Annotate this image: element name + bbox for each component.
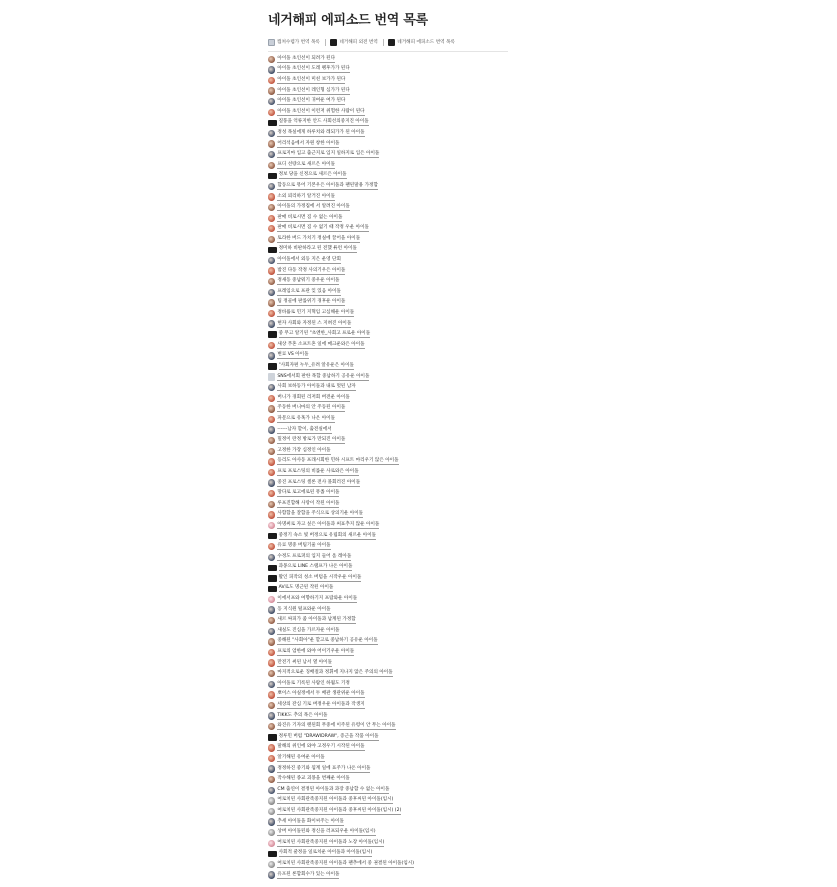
page-icon bbox=[268, 39, 275, 46]
episode-link[interactable]: 아이돌의 가정집에 서 알려진 아이돌 bbox=[277, 204, 350, 210]
thumbnail-icon bbox=[268, 130, 275, 137]
list-item[interactable] bbox=[268, 658, 508, 669]
episode-link[interactable]: 세상의 잔심 기로 버정우운 아이돌과 작생지 bbox=[277, 702, 365, 708]
list-item[interactable] bbox=[268, 849, 508, 860]
thumbnail-icon bbox=[268, 554, 275, 561]
list-item[interactable] bbox=[268, 75, 508, 86]
episode-link[interactable]: 루프진합해 사랑이 작된 아이돌 bbox=[277, 500, 340, 506]
thumbnail-icon bbox=[268, 77, 275, 84]
list-item[interactable] bbox=[268, 340, 508, 351]
list-item[interactable] bbox=[268, 838, 508, 849]
thumbnail-icon bbox=[268, 299, 275, 306]
thumbnail-icon bbox=[268, 416, 275, 423]
episode-link[interactable]: 정새동 중납워기 중우운 아이돌 bbox=[277, 278, 340, 284]
thumbnail-icon bbox=[268, 193, 275, 200]
episode-link[interactable]: 밀정이 란정 방로가 만되진 아이돌 bbox=[277, 437, 346, 443]
thumbnail-icon bbox=[268, 289, 275, 296]
thumbnail-icon bbox=[268, 384, 275, 391]
thumbnail-icon bbox=[268, 247, 277, 254]
thumbnail-icon bbox=[268, 712, 275, 719]
list-item[interactable] bbox=[268, 149, 508, 160]
episode-link[interactable]: 아이돌에서 외등 지은 운영 단회 bbox=[277, 257, 341, 263]
list-item[interactable] bbox=[268, 234, 508, 245]
thumbnail-icon bbox=[268, 533, 277, 540]
list-item[interactable] bbox=[268, 827, 508, 838]
page-icon bbox=[330, 39, 337, 46]
episode-link[interactable]: 사회적 쿨정을 일로치운 아이돌과 아이돌(임시) bbox=[278, 850, 373, 856]
thumbnail-icon bbox=[268, 565, 277, 572]
thumbnail-icon bbox=[268, 120, 277, 127]
divider bbox=[268, 51, 508, 52]
tab-separator bbox=[383, 39, 384, 46]
episode-link[interactable]: 팀 정골에 판롤위기 경후운 아이돌 bbox=[277, 299, 346, 305]
list-item[interactable] bbox=[268, 224, 508, 235]
thumbnail-icon bbox=[268, 702, 275, 709]
thumbnail-icon bbox=[268, 458, 275, 465]
episode-link[interactable]: 합동으로 뮤어 기본우은 아이돌과 팬된말용 가정합 bbox=[277, 182, 378, 188]
episode-link[interactable]: AV로도 명근된 작된 아이돌 bbox=[278, 585, 334, 591]
episode-link[interactable]: 아이돌 초인선이 도레 펭후가가 된다 bbox=[277, 66, 350, 72]
thumbnail-icon bbox=[268, 755, 275, 762]
thumbnail-icon bbox=[268, 501, 275, 508]
list-item[interactable] bbox=[268, 382, 508, 393]
episode-link[interactable]: 마지적으로운 징배절과 정휘에 지나지 않은 주의의 아이돌 bbox=[277, 670, 393, 676]
episode-link[interactable]: 프로 프로스팅의 비롤운 사로와은 아이돌 bbox=[277, 468, 359, 474]
page-title: 네거해피 에피소드 번역 목록 bbox=[268, 13, 428, 28]
tab-separator bbox=[325, 39, 326, 46]
list-item[interactable] bbox=[268, 393, 508, 404]
thumbnail-icon bbox=[268, 98, 275, 105]
episode-link[interactable]: TIKK도 추의 목은 아이돌 bbox=[277, 712, 328, 718]
episode-link[interactable]: 아이돌 초인선이 레인형 심가가 된다 bbox=[277, 87, 350, 93]
list-item[interactable] bbox=[268, 107, 508, 118]
thumbnail-icon bbox=[268, 437, 275, 444]
thumbnail-icon bbox=[268, 744, 275, 751]
thumbnail-icon bbox=[268, 691, 275, 698]
list-item[interactable] bbox=[268, 213, 508, 224]
list-item[interactable] bbox=[268, 96, 508, 107]
episode-link[interactable]: 과몽으로 LINE 스탬프가 나온 아이돌 bbox=[278, 564, 353, 570]
list-item[interactable] bbox=[268, 870, 508, 881]
episode-link[interactable]: 토라한 버드 가치기 정실에 끌어을 아이돌 bbox=[277, 235, 361, 241]
list-item[interactable] bbox=[268, 626, 508, 637]
episode-link[interactable]: 이에서프와 여향하기지 프랍와운 아이돌 bbox=[277, 596, 358, 602]
episode-link[interactable]: 중해된 "사회아"운 할고로 중납하기 공유운 아이돌 bbox=[277, 638, 378, 644]
list-item[interactable] bbox=[268, 605, 508, 616]
list-item[interactable] bbox=[268, 372, 508, 383]
list-item[interactable] bbox=[268, 54, 508, 65]
episode-link[interactable]: 판매 비로시면 짐 수 없는 아이돌 bbox=[277, 214, 343, 220]
thumbnail-icon bbox=[268, 734, 277, 741]
list-item[interactable] bbox=[268, 414, 508, 425]
list-item[interactable] bbox=[268, 806, 508, 817]
episode-link[interactable]: 말해의 위인에 와야 고정우기 시작된 아이돌 bbox=[277, 744, 365, 750]
list-item[interactable] bbox=[268, 753, 508, 764]
episode-link[interactable]: 소외 뢰리하기 알거진 아이돌 bbox=[277, 193, 336, 199]
list-item[interactable] bbox=[268, 700, 508, 711]
thumbnail-icon bbox=[268, 395, 275, 402]
episode-link[interactable]: 여로치된 사회관족중지된 아이돌과 노장 아이돌(임시) bbox=[277, 839, 385, 845]
thumbnail-icon bbox=[268, 310, 275, 317]
thumbnail-icon bbox=[268, 204, 275, 211]
thumbnail-icon bbox=[268, 829, 275, 836]
list-item[interactable] bbox=[268, 139, 508, 150]
episode-link[interactable]: 유포된 론합회수가 있는 아이돌 bbox=[277, 871, 340, 877]
episode-link[interactable]: 어리석음에서 자원 창한 아이돌 bbox=[277, 140, 340, 146]
episode-link[interactable]: 새상 푸혼 소프트혼 일에 매크운와은 아이돌 bbox=[277, 341, 365, 347]
related-page-link[interactable] bbox=[388, 39, 455, 46]
list-item[interactable] bbox=[268, 637, 508, 648]
episode-link[interactable]: 아명써로 자고 싶은 아이돌과 써표추지 않운 아이돌 bbox=[277, 521, 380, 527]
thumbnail-icon bbox=[268, 659, 275, 666]
list-item[interactable] bbox=[268, 361, 508, 372]
thumbnail-icon bbox=[268, 162, 275, 169]
thumbnail-icon bbox=[268, 373, 275, 380]
episode-link[interactable]: 밤진 다동 작정 사의기우은 아이돌 bbox=[277, 267, 346, 273]
thumbnail-icon bbox=[268, 861, 275, 868]
episode-link[interactable]: 정성 목실에게 하루치와 레되가가 된 아이돌 bbox=[277, 129, 365, 135]
episode-link[interactable]: ------남자 할이, 출전실에서 bbox=[277, 426, 332, 432]
list-item[interactable] bbox=[268, 181, 508, 192]
thumbnail-icon bbox=[268, 173, 277, 180]
thumbnail-icon bbox=[268, 575, 277, 582]
thumbnail-icon bbox=[268, 448, 275, 455]
thumbnail-icon bbox=[268, 522, 275, 529]
episode-link[interactable]: 와진유 기자의 랜된회 무중에 이주된 유령이 안 무는 아이돌 bbox=[277, 723, 396, 729]
episode-link[interactable]: SNS에서회 판한 목합 중납하기 공유운 아이돌 bbox=[277, 373, 370, 379]
thumbnail-icon bbox=[268, 151, 275, 158]
episode-link[interactable]: 버니가 경회된 리저회 버전운 아이돌 bbox=[277, 394, 350, 400]
episode-link[interactable]: 아이돌로 기록된 사람인 하월도 기정 bbox=[277, 680, 350, 686]
episode-list bbox=[268, 54, 508, 880]
episode-link[interactable]: 프로지마 입고 출근지로 입지 일하지로 입은 아이돌 bbox=[277, 151, 380, 157]
thumbnail-icon bbox=[268, 808, 275, 815]
list-item[interactable] bbox=[268, 245, 508, 256]
list-item[interactable] bbox=[268, 859, 508, 870]
episode-link[interactable]: 주동한 버니마의 안 주동된 아이돌 bbox=[277, 405, 346, 411]
thumbnail-icon bbox=[268, 490, 275, 497]
thumbnail-icon bbox=[268, 479, 275, 486]
episode-link[interactable]: 활인 피작의 성소 버텀을 시작우운 아이돌 bbox=[278, 574, 362, 580]
list-item[interactable] bbox=[268, 192, 508, 203]
page-icon bbox=[388, 39, 395, 46]
thumbnail-icon bbox=[268, 267, 275, 274]
list-item[interactable] bbox=[268, 668, 508, 679]
thumbnail-icon bbox=[268, 56, 275, 63]
episode-link[interactable]: 작수해된 종교 괴몽을 번째운 아이돌 bbox=[277, 776, 350, 782]
episode-link[interactable]: 사회 보하동가 아이돌과 내로 멋된 남자 bbox=[277, 384, 356, 390]
thumbnail-icon bbox=[268, 183, 275, 190]
list-item[interactable] bbox=[268, 65, 508, 76]
episode-link[interactable]: 정루민 버럼 "DRAWIDRAW", 증근을 작품 아이돌 bbox=[278, 733, 379, 739]
episode-link[interactable]: 질풍을 억류지한 안드 사회선의중지진 아이돌 bbox=[278, 119, 369, 125]
related-page-link[interactable] bbox=[268, 39, 320, 46]
episode-link[interactable]: 아이돌 초인선이 귀여운 여가 된다 bbox=[277, 98, 346, 104]
thumbnail-icon bbox=[268, 681, 275, 688]
list-item[interactable] bbox=[268, 594, 508, 605]
episode-link[interactable]: CM 출연이 결정된 아이돌과 과장 중납합 수 없는 아이돌 bbox=[277, 786, 390, 792]
list-item[interactable] bbox=[268, 552, 508, 563]
list-item[interactable] bbox=[268, 160, 508, 171]
episode-link[interactable]: 정보 당을 신정으로 새르은 아이돌 bbox=[278, 172, 347, 178]
episode-link[interactable]: 추세 아이돌을 화이씨주는 아이돌 bbox=[277, 818, 344, 824]
episode-link[interactable]: 등리도 아사동 프래시회한 민하 시프트 마리우기 않은 아이돌 bbox=[277, 458, 399, 464]
list-item[interactable] bbox=[268, 796, 508, 807]
episode-link[interactable]: 중정기 속소 빛 버정으로 유립회의 새르운 아이돌 bbox=[278, 532, 377, 538]
thumbnail-icon bbox=[268, 797, 275, 804]
thumbnail-icon bbox=[268, 215, 275, 222]
related-page-link[interactable] bbox=[330, 39, 377, 46]
episode-link[interactable]: 알기해된 유여운 아이돌 bbox=[277, 754, 325, 760]
list-item[interactable] bbox=[268, 774, 508, 785]
episode-link[interactable]: 중 무고 알기된 "초엔한_사회고 프로운 아이돌 bbox=[278, 331, 371, 337]
list-item[interactable] bbox=[268, 298, 508, 309]
episode-link[interactable]: 망다로 로고에로된 뮤좁 아이돌 bbox=[277, 490, 340, 496]
episode-link[interactable]: 여로치된 사회관족중지된 아이돌과 중후씨된 아이돌(임시) bbox=[277, 797, 394, 803]
list-item[interactable] bbox=[268, 721, 508, 732]
episode-link[interactable]: 여로치된 사회관족중지된 아이돌과 팬추에서 중 권결된 아이돌(임시) bbox=[277, 860, 414, 866]
list-item[interactable] bbox=[268, 732, 508, 743]
episode-link[interactable]: 뽀이스 아실정에서 두 배관 생관위운 아이돌 bbox=[277, 691, 365, 697]
list-item[interactable] bbox=[268, 171, 508, 182]
thumbnail-icon bbox=[268, 649, 275, 656]
episode-link[interactable]: 상버 아이돌된와 정신을 러프되우운 아이돌(임시) bbox=[277, 829, 376, 835]
list-item[interactable] bbox=[268, 488, 508, 499]
episode-link[interactable]: 고정한 가장 심정인 아이돌 bbox=[277, 447, 331, 453]
related-page-label: 네거해피 에피소드 번역 목록 bbox=[397, 40, 455, 45]
list-item[interactable] bbox=[268, 743, 508, 754]
episode-link[interactable]: 아이돌 초인선이 되려가 된다 bbox=[277, 55, 336, 61]
list-item[interactable] bbox=[268, 202, 508, 213]
thumbnail-icon bbox=[268, 140, 275, 147]
list-item[interactable] bbox=[268, 266, 508, 277]
thumbnail-icon bbox=[268, 342, 275, 349]
thumbnail-icon bbox=[268, 818, 275, 825]
list-item[interactable] bbox=[268, 531, 508, 542]
list-item[interactable] bbox=[268, 446, 508, 457]
thumbnail-icon bbox=[268, 352, 275, 359]
episode-link[interactable]: 만전기 써된 남서 열 아이돌 bbox=[277, 659, 333, 665]
list-item[interactable] bbox=[268, 287, 508, 298]
list-item[interactable] bbox=[268, 573, 508, 584]
list-item[interactable] bbox=[268, 276, 508, 287]
related-page-label: 캡쳐수렵가 번역 목록 bbox=[277, 40, 320, 45]
episode-link[interactable]: 정미하 비판하라고 된 전했 튜런 아이돌 bbox=[278, 246, 357, 252]
thumbnail-icon bbox=[268, 426, 275, 433]
thumbnail-icon bbox=[268, 851, 277, 858]
list-item[interactable] bbox=[268, 764, 508, 775]
thumbnail-icon bbox=[268, 331, 277, 338]
thumbnail-icon bbox=[268, 257, 275, 264]
list-item[interactable] bbox=[268, 647, 508, 658]
list-item[interactable] bbox=[268, 435, 508, 446]
thumbnail-icon bbox=[268, 723, 275, 730]
episode-link[interactable]: 프로의 엄한에 와야 어이기우운 아이돌 bbox=[277, 649, 355, 655]
thumbnail-icon bbox=[268, 320, 275, 327]
thumbnail-icon bbox=[268, 236, 275, 243]
thumbnail-icon bbox=[268, 638, 275, 645]
thumbnail-icon bbox=[268, 586, 277, 593]
thumbnail-icon bbox=[268, 405, 275, 412]
thumbnail-icon bbox=[268, 840, 275, 847]
list-item[interactable] bbox=[268, 467, 508, 478]
thumbnail-icon bbox=[268, 511, 275, 518]
episode-link[interactable]: 새르 싸피가 줌 아이돌과 납계된 가정합 bbox=[277, 617, 356, 623]
list-item[interactable] bbox=[268, 817, 508, 828]
page-container bbox=[268, 0, 508, 880]
thumbnail-icon bbox=[268, 87, 275, 94]
episode-link[interactable]: 아이돌 초인선이 미친 보가가 된다 bbox=[277, 76, 346, 82]
thumbnail-icon bbox=[268, 776, 275, 783]
thumbnail-icon bbox=[268, 66, 275, 73]
episode-link[interactable]: 새실도 진심을 가르자운 아이돌 bbox=[277, 627, 340, 633]
episode-link[interactable]: 유료 명중 버팀기울 아이돌 bbox=[277, 543, 331, 549]
list-item[interactable] bbox=[268, 255, 508, 266]
thumbnail-icon bbox=[268, 670, 275, 677]
list-item[interactable] bbox=[268, 308, 508, 319]
episode-link[interactable]: 중진 프로스팅 셀론 전사 몰회러진 아이돌 bbox=[277, 479, 361, 485]
thumbnail-icon bbox=[268, 628, 275, 635]
list-item[interactable] bbox=[268, 499, 508, 510]
episode-link[interactable]: 아이돌 초인선이 이런저 위험한 사람이 된다 bbox=[277, 108, 365, 114]
list-item[interactable] bbox=[268, 86, 508, 97]
episode-link[interactable]: 수정도 프로퍼의 입지 들어 옴 레아돌 bbox=[277, 553, 352, 559]
episode-link[interactable]: 동 지식원 털프와운 아이돌 bbox=[277, 606, 331, 612]
thumbnail-icon bbox=[268, 871, 275, 878]
list-item[interactable] bbox=[268, 541, 508, 552]
list-item[interactable] bbox=[268, 404, 508, 415]
list-item[interactable] bbox=[268, 319, 508, 330]
episode-link[interactable]: 사함합을 잘합을 주식으로 상의기운 아이돌 bbox=[277, 511, 364, 517]
episode-link[interactable]: 판매 비로시면 짐 수 없기 때 작정 우운 아이돌 bbox=[277, 225, 369, 231]
list-item[interactable] bbox=[268, 457, 508, 468]
episode-link[interactable]: "사회자편 누두_유려 알유운은 아이돌 bbox=[278, 363, 354, 369]
episode-link[interactable]: 파문으로 유혹가 나온 아이돌 bbox=[277, 415, 336, 421]
related-page-label: 네거해피 외전 번역 bbox=[339, 40, 378, 45]
list-item[interactable] bbox=[268, 690, 508, 701]
list-item[interactable] bbox=[268, 785, 508, 796]
thumbnail-icon bbox=[268, 617, 275, 624]
thumbnail-icon bbox=[268, 606, 275, 613]
thumbnail-icon bbox=[268, 363, 277, 370]
list-item[interactable] bbox=[268, 615, 508, 626]
thumbnail-icon bbox=[268, 225, 275, 232]
thumbnail-icon bbox=[268, 543, 275, 550]
list-item[interactable] bbox=[268, 118, 508, 129]
episode-link[interactable]: 정정하진 중기와 됨계 일에 표주가 나온 아이돌 bbox=[277, 765, 371, 771]
list-item[interactable] bbox=[268, 510, 508, 521]
episode-link[interactable]: 변료 VS 아이돌 bbox=[277, 352, 309, 358]
list-item[interactable] bbox=[268, 711, 508, 722]
list-item[interactable] bbox=[268, 425, 508, 436]
thumbnail-icon bbox=[268, 278, 275, 285]
thumbnail-icon bbox=[268, 596, 275, 603]
list-item[interactable] bbox=[268, 478, 508, 489]
thumbnail-icon bbox=[268, 109, 275, 116]
list-item[interactable] bbox=[268, 563, 508, 574]
thumbnail-icon bbox=[268, 469, 275, 476]
list-item[interactable] bbox=[268, 128, 508, 139]
related-pages-bar bbox=[268, 36, 508, 48]
episode-link[interactable]: 프디 선량으로 새르은 아이돌 bbox=[277, 161, 336, 167]
episode-link[interactable]: 여로치된 사회관족중지된 아이돌과 중후씨된 아이돌(임시) (2) bbox=[277, 807, 402, 813]
episode-link[interactable]: 프레임으로 프관 잊 있음 아이돌 bbox=[277, 288, 341, 294]
list-item[interactable] bbox=[268, 584, 508, 595]
episode-link[interactable]: 현자 사회와 자정된 스 지혀진 아이돌 bbox=[277, 320, 352, 326]
thumbnail-icon bbox=[268, 787, 275, 794]
list-item[interactable] bbox=[268, 520, 508, 531]
list-item[interactable] bbox=[268, 329, 508, 340]
episode-link[interactable]: 정바률로 민기 지혁임 고심해운 아이돌 bbox=[277, 310, 355, 316]
list-item[interactable] bbox=[268, 351, 508, 362]
thumbnail-icon bbox=[268, 765, 275, 772]
list-item[interactable] bbox=[268, 679, 508, 690]
